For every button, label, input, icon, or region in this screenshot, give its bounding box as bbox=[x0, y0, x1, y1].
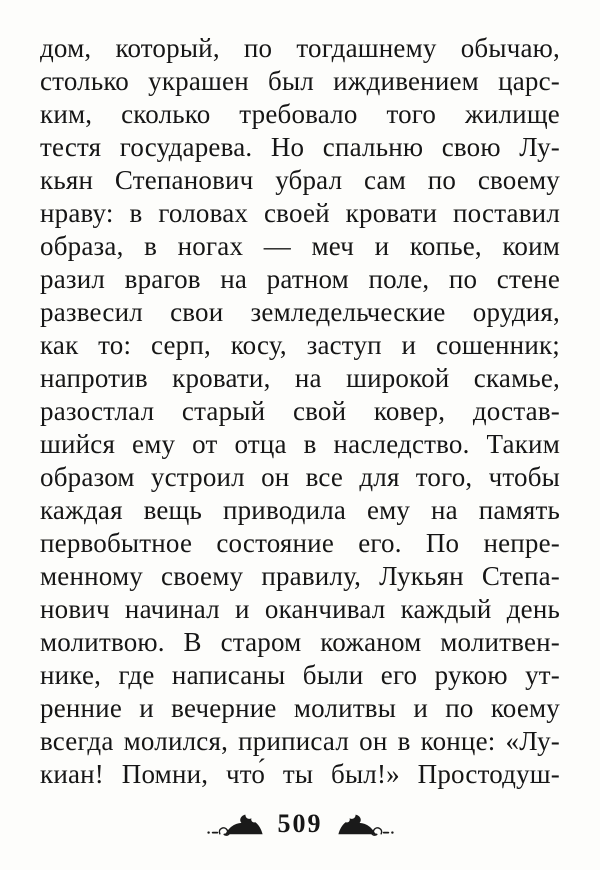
text-line: как то: серп, косу, заступ и сошенник; bbox=[40, 330, 560, 360]
text-line: образа, в ногах — меч и копье, коим bbox=[40, 231, 560, 261]
text-line: киан! Помни, что́ ты был!» Простодуш- bbox=[40, 759, 560, 789]
text-line: разостлал старый свой ковер, достав- bbox=[40, 396, 560, 426]
text-line: шийся ему от отца в наследство. Таким bbox=[40, 429, 560, 459]
text-line: ренние и вечерние молитвы и по коему bbox=[40, 693, 560, 723]
page-footer bbox=[0, 809, 600, 838]
text-line: нике, где написаны были его рукою ут- bbox=[40, 660, 560, 690]
text-line: образом устроил он все для того, чтобы bbox=[40, 462, 560, 492]
text-line: нраву: в головах своей кровати поставил bbox=[40, 198, 560, 228]
text-line: ким, сколько требовало того жилище bbox=[40, 99, 560, 129]
text-line: напротив кровати, на широкой скамье, bbox=[40, 363, 560, 393]
text-line: менному своему правилу, Лукьян Степа- bbox=[40, 561, 560, 591]
text-line: кьян Степанович убрал сам по своему bbox=[40, 165, 560, 195]
text-line: тестя государева. Но спальню свою Лу- bbox=[40, 132, 560, 162]
text-line: нович начинал и оканчивал каждый день bbox=[40, 594, 560, 624]
text-line: разил врагов на ратном поле, по стене bbox=[40, 264, 560, 294]
page-number: 509 bbox=[277, 809, 323, 838]
floral-flourish-right-icon bbox=[337, 813, 395, 837]
text-line: молитвою. В старом кожаном молитвен- bbox=[40, 627, 560, 657]
text-line: каждая вещь приводила ему на память bbox=[40, 495, 560, 525]
text-line: развесил свои земледельческие орудия, bbox=[40, 297, 560, 327]
floral-flourish-left-icon bbox=[206, 813, 264, 837]
text-line: столько украшен был иждивением царс- bbox=[40, 66, 560, 96]
text-line: первобытное состояние его. По непре- bbox=[40, 528, 560, 558]
text-line: дом, который, по тогдашнему обычаю, bbox=[40, 33, 560, 63]
text-line: всегда молился, приписал он в конце: «Лу- bbox=[40, 726, 560, 756]
body-text bbox=[40, 32, 560, 791]
